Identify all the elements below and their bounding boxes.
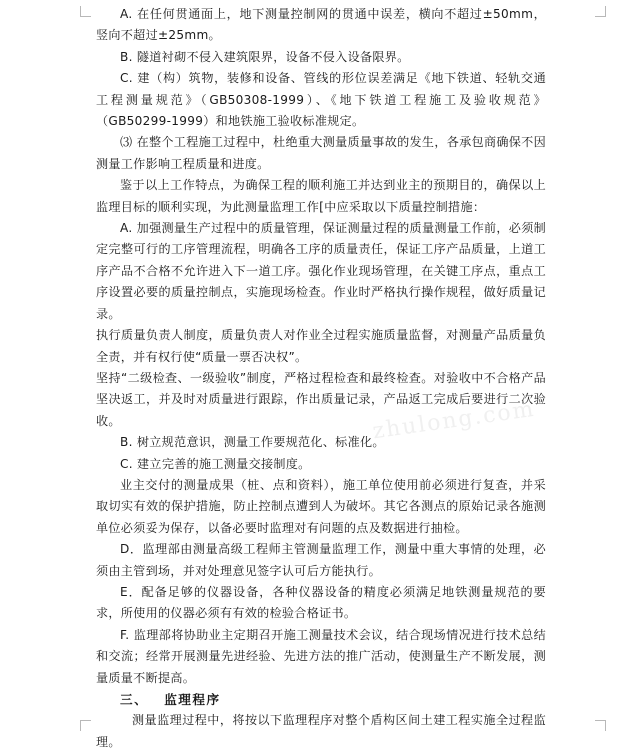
document-body [96, 4, 546, 753]
paragraph-inspection: 坚持“二级检查、一级验收”制度，严格过程检查和最终检查。对验收中不合格产品坚决返工，并及时对质量进行跟踪，作出质量记录，产品返工完成后要进行二次验收。 [96, 370, 546, 428]
paragraph-measure-f: F. 监理部将协助业主定期召开施工测量技术会议，结合现场情况进行技术总结和交流；经常开展测量先进经验、先进方法的推广活动，使测量生产不断发展，测量质量不断提高。 [96, 627, 546, 685]
paragraph-handover: 业主交付的测量成果（桩、点和资料），施工单位使用前必须进行复查，并采取切实有效的保护措施，防止控制点遭到人为破坏。其它各测点的原始记录各施测单位必须妥为保存，以备必要时监理对有问题的点及数据进行抽检。 [96, 477, 546, 535]
paragraph-measure-d: D．监理部由测量高级工程师主管测量监理工作，测量中重大事情的处理，必须由主管到场，并对处理意见签字认可后方能执行。 [96, 542, 546, 578]
paragraph-measure-c: C. 建立完善的施工测量交接制度。 [120, 456, 311, 471]
paragraph-requirement-b: B. 隧道衬砌不侵入建筑限界，设备不侵入设备限界。 [120, 49, 410, 64]
paragraph-measure-a: A. 加强测量生产过程中的质量管理，保证测量过程的质量测量工作前，必须制定完整可行的工序管理流程，明确各工序的质量责任，保证工序产品质量，上道工序产品不合格不允许进入下一道工序。强化作业现场管理，在关键工序点，重点工序设置必要的质量控制点，实施现场检查。作业时严格执行操作规程，做好质量记录。 [96, 221, 546, 321]
paragraph-measures-intro: 鉴于以上工作特点，为确保工程的顺利施工并达到业主的预期目的，确保以上监理目标的顺利实现，为此测量监理工作[中应采取以下质量控制措施： [96, 178, 546, 214]
paragraph-responsibility: 执行质量负责人制度，质量负责人对作业全过程实施质量监督，对测量产品质量负全责，并有权行使“质量一票否决权”。 [96, 328, 546, 364]
paragraph-requirement-c: C. 建（构）筑物，装修和设备、管线的形位误差满足《地下铁道、轻轨交通工程测量规范》（GB50308-1999）、《地下铁道工程施工及验收规范》（GB50299-1999）和地铁施工验收标准规定。 [96, 71, 546, 129]
bottom-left-margin-mark [80, 720, 91, 731]
bottom-right-margin-mark [595, 720, 606, 731]
section-title: 监理程序 [164, 692, 221, 707]
section-number: 三、 [120, 692, 149, 707]
paragraph-measure-e: E．配备足够的仪器设备，各种仪器设备的精度必须满足地铁测量规范的要求，所使用的仪器必须有有效的检验合格证书。 [96, 584, 546, 621]
paragraph-requirement-a: A. 在任何贯通面上，地下测量控制网的贯通中误差，横向不超过±50mm，竖向不超过±25mm。 [96, 7, 546, 43]
top-left-margin-mark [80, 6, 91, 17]
section-heading [96, 689, 546, 710]
paragraph-measure-b: B. 树立规范意识，测量工作要规范化、标准化。 [120, 435, 385, 450]
paragraph-goal-3: ⑶ 在整个工程施工过程中，杜绝重大测量质量事故的发生，各承包商确保不因测量工作影响工程质量和进度。 [96, 135, 546, 171]
watermark: zhulong.com [371, 396, 537, 445]
top-right-margin-mark [595, 6, 606, 17]
paragraph-closing: 测量监理过程中，将按以下监理程序对整个盾构区间土建工程实施全过程监理。 [96, 713, 546, 749]
